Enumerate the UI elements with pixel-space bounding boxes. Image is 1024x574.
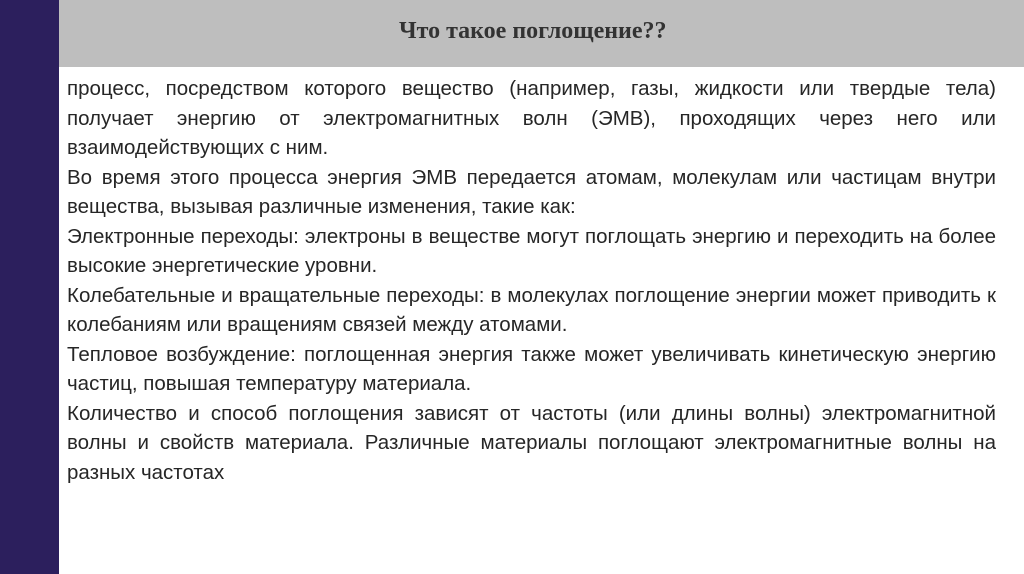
- paragraph-frequency-dependence: Количество и способ поглощения зависят от частоты (или длины волны) электромагнитной волны и свойств материала. Различные материалы поглощают электромагнитные волны на разных частотах: [67, 401, 996, 484]
- slide-title: Что такое поглощение??: [399, 18, 667, 44]
- header-band: [59, 0, 1024, 67]
- paragraph-vibrational-rotational: Колебательные и вращательные переходы: в молекулах поглощение энергии может приводить к колебаниям или вращениям связей между атомами.: [67, 283, 996, 336]
- paragraph-thermal-excitation: Тепловое возбуждение: поглощенная энергия также может увеличивать кинетическую энергию частиц, повышая температуру материала.: [67, 342, 996, 395]
- paragraph-energy-transfer: Во время этого процесса энергия ЭМВ передается атомам, молекулам или частицам внутри вещества, вызывая различные изменения, такие как:: [67, 165, 996, 218]
- left-accent-bar: [0, 0, 59, 574]
- paragraph-definition: процесс, посредством которого вещество (например, газы, жидкости или твердые тела) получает энергию от электромагнитных волн (ЭМВ), проходящих через него или взаимодействующих с ним.: [67, 77, 996, 159]
- paragraph-electronic-transitions: Электронные переходы: электроны в веществе могут поглощать энергию и переходить на более высокие энергетические уровни.: [67, 224, 996, 277]
- body-text: [67, 74, 996, 487]
